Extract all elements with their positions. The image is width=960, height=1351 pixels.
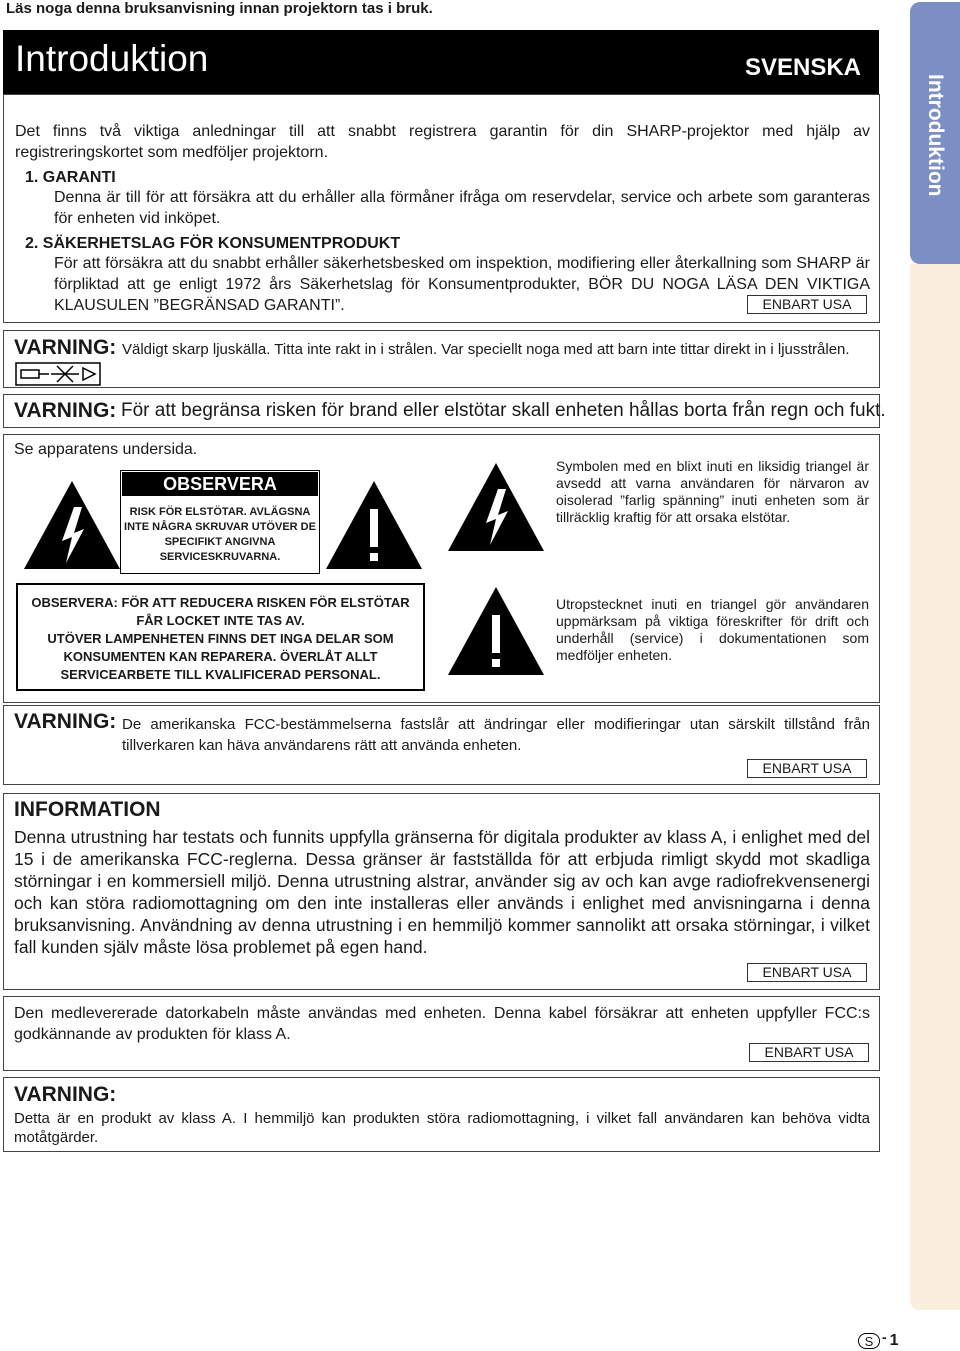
intro-section (3, 94, 880, 323)
page-number (858, 1331, 899, 1351)
item-safety-text: För att försäkra att du snabbt erhåller säkerhetsbesked om inspektion, modifiering eller återkallning som SHARP är förpliktad att ge enligt 1972 års Säkerhetslag för Konsumentprodukter, BÖR DU NOGA LÄSA DEN VIKTIGA KLAUSULEN ”BEGRÄNSAD GARANTI”. (54, 255, 870, 314)
warning-fire-text: För att begränsa risken för brand eller elstötar skall enheten hållas borta från regn och fukt. (121, 400, 886, 421)
top-note: Läs noga denna bruksanvisning innan projektorn tas i bruk. (6, 0, 433, 17)
lightning-symbol-text: Symbolen med en blixt inuti en liksidig triangel är avsedd att varna användaren för närvaron av oisolerad ”farlig spänning” inuti enheten som är tillräcklig kraftig för att orsaka elstötar. (556, 458, 869, 525)
intro-text: Det finns två viktiga anledningar till att snabbt registrera garantin för din SHARP-projektor med hjälp av registreringskortet som medföljer projektorn. (15, 123, 870, 161)
warning-label: VARNING: (14, 399, 117, 422)
usa-only-tag: ENBART USA (747, 295, 867, 314)
warning-label: VARNING: (14, 336, 117, 359)
page-title: Introduktion (15, 38, 209, 79)
header-bar (3, 30, 879, 94)
warning-label: VARNING: (14, 1083, 117, 1106)
warning-light-section (3, 330, 880, 388)
cable-section (3, 996, 880, 1071)
warning-fcc-text: De amerikanska FCC-bestämmelserna fastslår att ändringar eller modifieringar utan särskilt tillstånd från tillverkaren kan häva användarens rätt att använda enheten. (122, 716, 870, 754)
usa-only-tag: ENBART USA (747, 963, 867, 982)
observera-label-body: RISK FÖR ELSTÖTAR. AVLÄGSNA INTE NÅGRA SKRUVAR UTÖVER DE SPECIFIKT ANGIVNA SERVICESKRUVARNA. (124, 506, 316, 563)
item-garanti-title: 1. GARANTI (25, 169, 116, 186)
page-prefix-badge: S (858, 1333, 880, 1349)
observera-caps-line: UTÖVER LAMPENHETEN FINNS DET INGA DELAR SOM (47, 631, 394, 646)
page-num: 1 (889, 1332, 899, 1349)
information-text: Denna utrustning har testats och funnits uppfylla gränserna för digitala produkter av klass A, i enlighet med del 15 i de amerikanska FCC-reglerna. Dessa gränser är fastställda för att erbjuda rimligt skydd mot skadliga störningar i en kommersiell miljö. Denna utrustning alstrar, använder sig av och kan avge radiofrekvensenergi och kan störa radiomottagning om den inte installeras eller används i enlighet med anvisningarna i denna bruksanvisning. Användning av denna utrustning i en hemmiljö kommer sannolikt att orsaka störningar, i vilket fall kunden själv måste lösa problemet på egen hand. (14, 827, 870, 957)
warning-light-text: Väldigt skarp ljuskälla. Titta inte rakt in i strålen. Var speciellt noga med att barn inte tittar direkt in i ljusstrålen. (122, 341, 850, 358)
see-underside-text: Se apparatens undersida. (14, 441, 198, 458)
page-dash: - (882, 1329, 887, 1345)
side-margin-band (910, 264, 960, 1310)
usa-only-tag: ENBART USA (747, 759, 867, 778)
laser-icon (15, 362, 101, 386)
warning-label: VARNING: (14, 710, 117, 733)
side-tab[interactable] (910, 2, 960, 264)
observera-caps-line: KONSUMENTEN KAN REPARERA. ÖVERLÅT ALLT (63, 649, 378, 664)
observera-label-box (120, 470, 320, 574)
warning-class-a-section (3, 1077, 880, 1152)
observera-caps-line: FÅR LOCKET INTE TAS AV. (136, 613, 305, 628)
lightning-warning-icon (22, 479, 122, 571)
item-safety-title: 2. SÄKERHETSLAG FÖR KONSUMENTPRODUKT (25, 235, 401, 252)
observera-caps-line: SERVICEARBETE TILL KVALIFICERAD PERSONAL. (60, 667, 381, 682)
exclamation-warning-icon (324, 479, 424, 571)
warning-fire-section (3, 394, 886, 428)
item-garanti-text: Denna är till för att försäkra att du erhåller alla förmåner ifråga om reservdelar, service och arbete som garanteras för enheten vid inköpet. (54, 189, 870, 227)
side-tab-label: Introduktion (924, 74, 947, 197)
lightning-symbol-icon (446, 461, 546, 553)
observera-caps-box (16, 583, 425, 691)
exclamation-symbol-icon (446, 585, 546, 677)
usa-only-tag: ENBART USA (749, 1043, 869, 1062)
exclamation-symbol-text: Utropstecknet inuti en triangel gör användaren uppmärksam på viktiga föreskrifter för drift och underhåll (service) i dokumentationen som medföljer enheten. (556, 596, 869, 663)
language-label: SVENSKA (744, 54, 861, 81)
information-title: INFORMATION (14, 798, 161, 821)
symbols-section (3, 434, 880, 703)
information-section (3, 793, 880, 990)
observera-caps-line: OBSERVERA: FÖR ATT REDUCERA RISKEN FÖR ELSTÖTAR (31, 595, 410, 610)
warning-fcc-section (3, 705, 880, 785)
cable-text: Den medlevererade datorkabeln måste användas med enheten. Denna kabel försäkrar att enheten uppfyller FCC:s godkännande av produkten för klass A. (14, 1005, 870, 1043)
observera-label-head: OBSERVERA (122, 472, 318, 496)
warning-class-a-text: Detta är en produkt av klass A. I hemmiljö kan produkten störa radiomottagning, i vilket fall användaren kan behöva vidta motåtgärder. (14, 1110, 870, 1146)
